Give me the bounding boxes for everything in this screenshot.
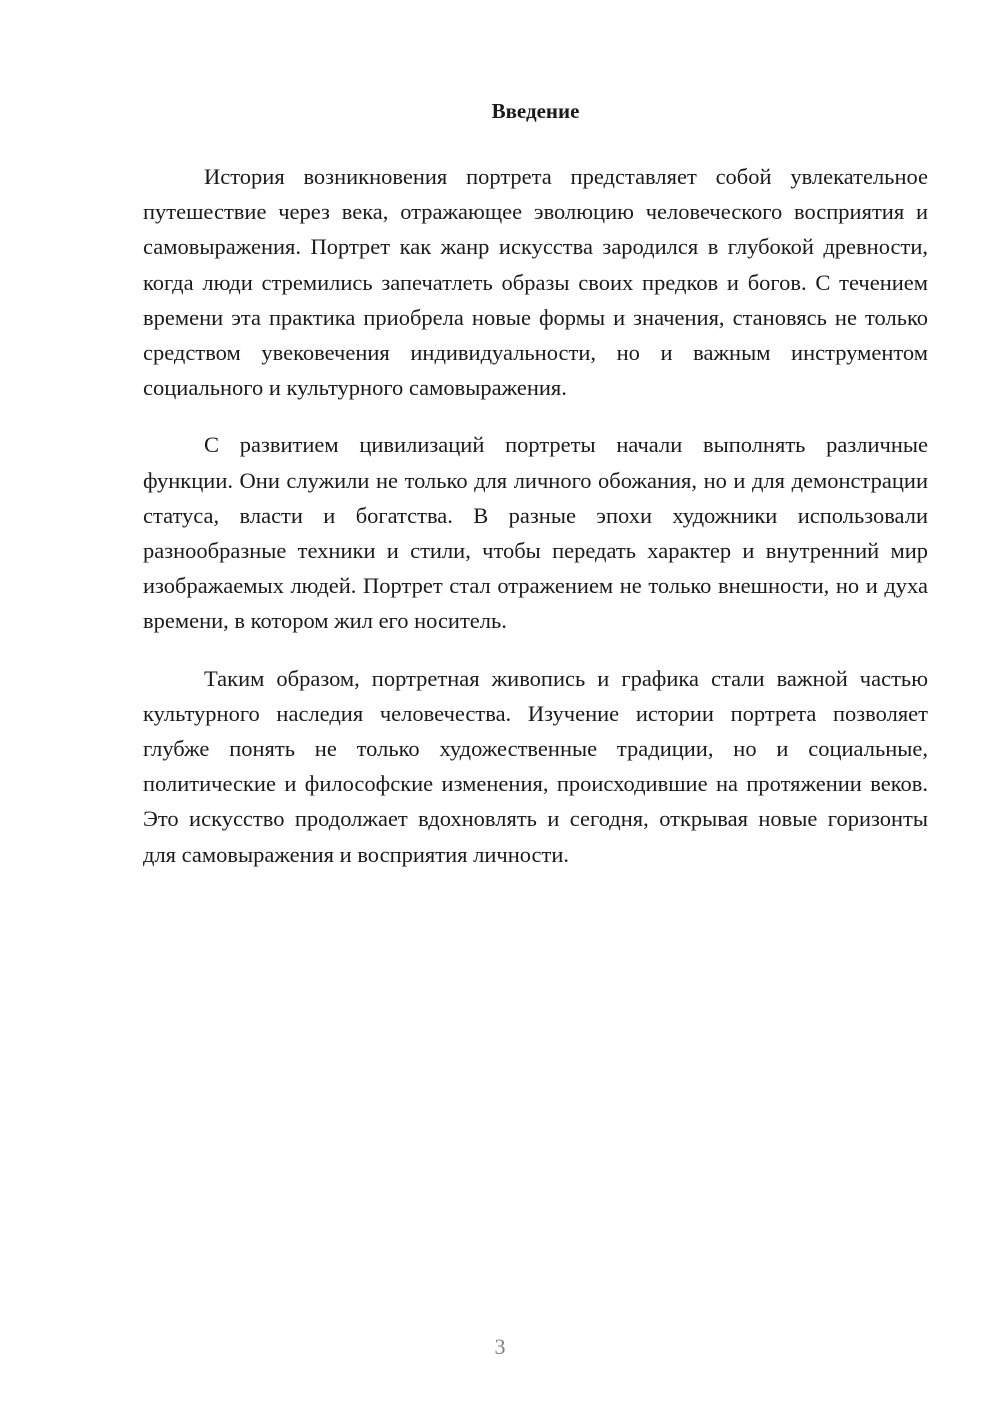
paragraph-2: С развитием цивилизаций портреты начали выполнять различные функции. Они служили не только для личного обожания, но и для демонстрации статуса, власти и богатства. В разные эпохи художники использовали разнообразные техники и стили, чтобы передать характер и внутренний мир изображаемых людей. Портрет стал отражением не только внешности, но и духа времени, в котором жил его носитель. (143, 432, 928, 634)
paragraph-3: Таким образом, портретная живопись и графика стали важной частью культурного наследия человечества. Изучение истории портрета позволяет глубже понять не только художественные традиции, но и социальные, политические и философские изменения, происходившие на протяжении веков. Это искусство продолжает вдохновлять и сегодня, открывая новые горизонты для самовыражения и восприятия личности. (143, 665, 928, 867)
page-number: 3 (494, 1334, 506, 1359)
page-content (143, 94, 928, 872)
paragraph-1: История возникновения портрета представляет собой увлекательное путешествие через века, отражающее эволюцию человеческого восприятия и самовыражения. Портрет как жанр искусства зародился в глубокой древности, когда люди стремились запечатлеть образы своих предков и богов. С течением времени эта практика приобрела новые формы и значения, становясь не только средством увековечения индивидуальности, но и важным инструментом социального и культурного самовыражения. (143, 164, 928, 401)
section-heading: Введение (491, 99, 580, 123)
